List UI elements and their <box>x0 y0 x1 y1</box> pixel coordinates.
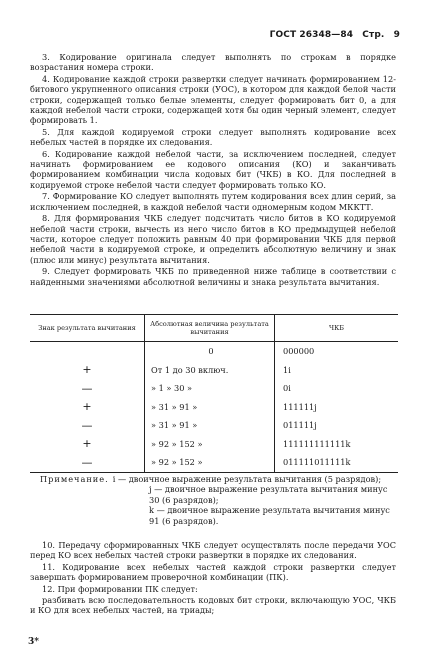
paragraph-12: 12. При формировании ПК следует: <box>42 583 198 594</box>
sign-cell: + <box>30 435 145 454</box>
note-item-k: k — двоичное выражение результата вычитания минус 91 (6 разрядов). <box>149 505 390 526</box>
range-cell: » 92 » 152 » <box>145 453 275 472</box>
code-cell: 0i <box>283 383 291 394</box>
paragraph-12-item: разбивать всю последовательность кодовых бит строки, включающую УОС, ЧКБ и КО для всех небелых частей, на триады; <box>30 595 396 616</box>
paragraph-10: 10. Передачу сформированных ЧКБ следует осуществлять после передачи УОС перед КО всех небелых частей строки развертки в порядке их следования. <box>30 540 396 561</box>
signature-mark: 3* <box>28 637 39 647</box>
paragraph-8: 8. Для формирования ЧКБ следует подсчитать число битов в КО кодируемой небелой части строки, вычесть из него число битов в КО предмыдущей небелой части, которое следует положить равным 40 при формировании ЧКБ для первой небелой части в кодируемой строке, и определить абсолютную величину и знак (плюс или минус) результата вычитания. <box>30 213 396 265</box>
sign-cell <box>30 342 145 361</box>
header-sign: Знак результата вычитания <box>30 315 145 342</box>
range-cell: » 31 » 91 » <box>145 416 275 435</box>
header-chkb: ЧКБ <box>275 315 399 342</box>
code-cell: 011111011111k <box>275 453 399 472</box>
code-cell: 011111j <box>283 420 317 431</box>
table-row <box>30 379 398 398</box>
note-item-i: i — двоичное выражение результата вычитания (5 разрядов); <box>112 474 382 484</box>
paragraph-7: 7. Формирование КО следует выполнять путем кодирования всех длин серий, за исключением последней, в каждой небелой части одномерным кодом МККТТ. <box>30 191 396 212</box>
paragraph-4: 4. Кодирование каждой строки развертки следует начинать формированием 12-битового укрупненного описания строки (УОС), в котором для каждой белой части строки, содержащей только белые элементы, следует формировать бит 0, а для каждой небелой части строки, содержащей хотя бы один черный элемент, следует формировать 1. <box>30 73 396 126</box>
range-cell: 0 <box>145 342 275 361</box>
paragraph-5: 5. Для каждой кодируемой строки следует выполнять кодирование всех небелых частей в порядке их следования. <box>30 126 396 148</box>
sign-cell: + <box>30 398 145 417</box>
sign-cell: — <box>30 453 145 472</box>
range-cell: » 31 » 91 » <box>145 398 275 417</box>
code-cell: 000000 <box>283 346 315 357</box>
table-notes <box>40 474 398 526</box>
code-cell: 111111111111k <box>283 438 351 449</box>
paragraph-6: 6. Кодирование каждой небелой части, за исключением последней, следует начинать формированием ее кодового описания (КО) и заканчивать формированием комбинации числа кодовых бит (ЧКБ) в КО. Для последней в кодируемой строке небелой части следует формировать только КО. <box>30 148 396 190</box>
body-text-continued <box>30 540 396 617</box>
table-row <box>30 453 398 472</box>
code-cell: 1i <box>283 364 291 375</box>
note-label: Примечание. <box>40 474 109 484</box>
sign-cell: — <box>30 416 145 435</box>
paragraph-9: 9. Следует формировать ЧКБ по приведенной ниже таблице в соответствии с найденными значениями абсолютной величины и знака результата вычитания. <box>30 266 396 287</box>
paragraph-11: 11. Кодирование всех небелых частей каждой строки развертки следует завершать формированием проверочной комбинации (ПК). <box>30 561 396 583</box>
page-number: 9 <box>393 30 400 40</box>
table-header-row <box>30 315 398 342</box>
range-cell: » 1 » 30 » <box>145 379 275 398</box>
sign-cell: — <box>30 379 145 398</box>
sign-cell: + <box>30 361 145 380</box>
note-item-j: j — двоичное выражение результата вычитания минус 30 (6 разрядов); <box>149 484 388 505</box>
table-row <box>30 435 398 454</box>
paragraph-3: 3. Кодирование оригинала следует выполнять по строкам в порядке возрастания номера строки. <box>30 52 396 73</box>
header-abs-value: Абсолютная величина результата вычитания <box>145 315 275 342</box>
code-cell: 111111j <box>283 401 317 412</box>
chkb-table <box>30 314 398 473</box>
table-row <box>30 361 398 380</box>
table-row <box>30 416 398 435</box>
range-cell: От 1 до 30 включ. <box>145 361 275 380</box>
page-header <box>264 30 400 40</box>
page-label: Стр. <box>362 30 385 40</box>
body-text <box>30 52 396 288</box>
note-row <box>40 474 398 484</box>
standard-number: ГОСТ 26348—84 <box>269 30 354 40</box>
table-row <box>30 342 398 361</box>
range-cell: » 92 » 152 » <box>145 435 275 454</box>
table-row <box>30 398 398 417</box>
